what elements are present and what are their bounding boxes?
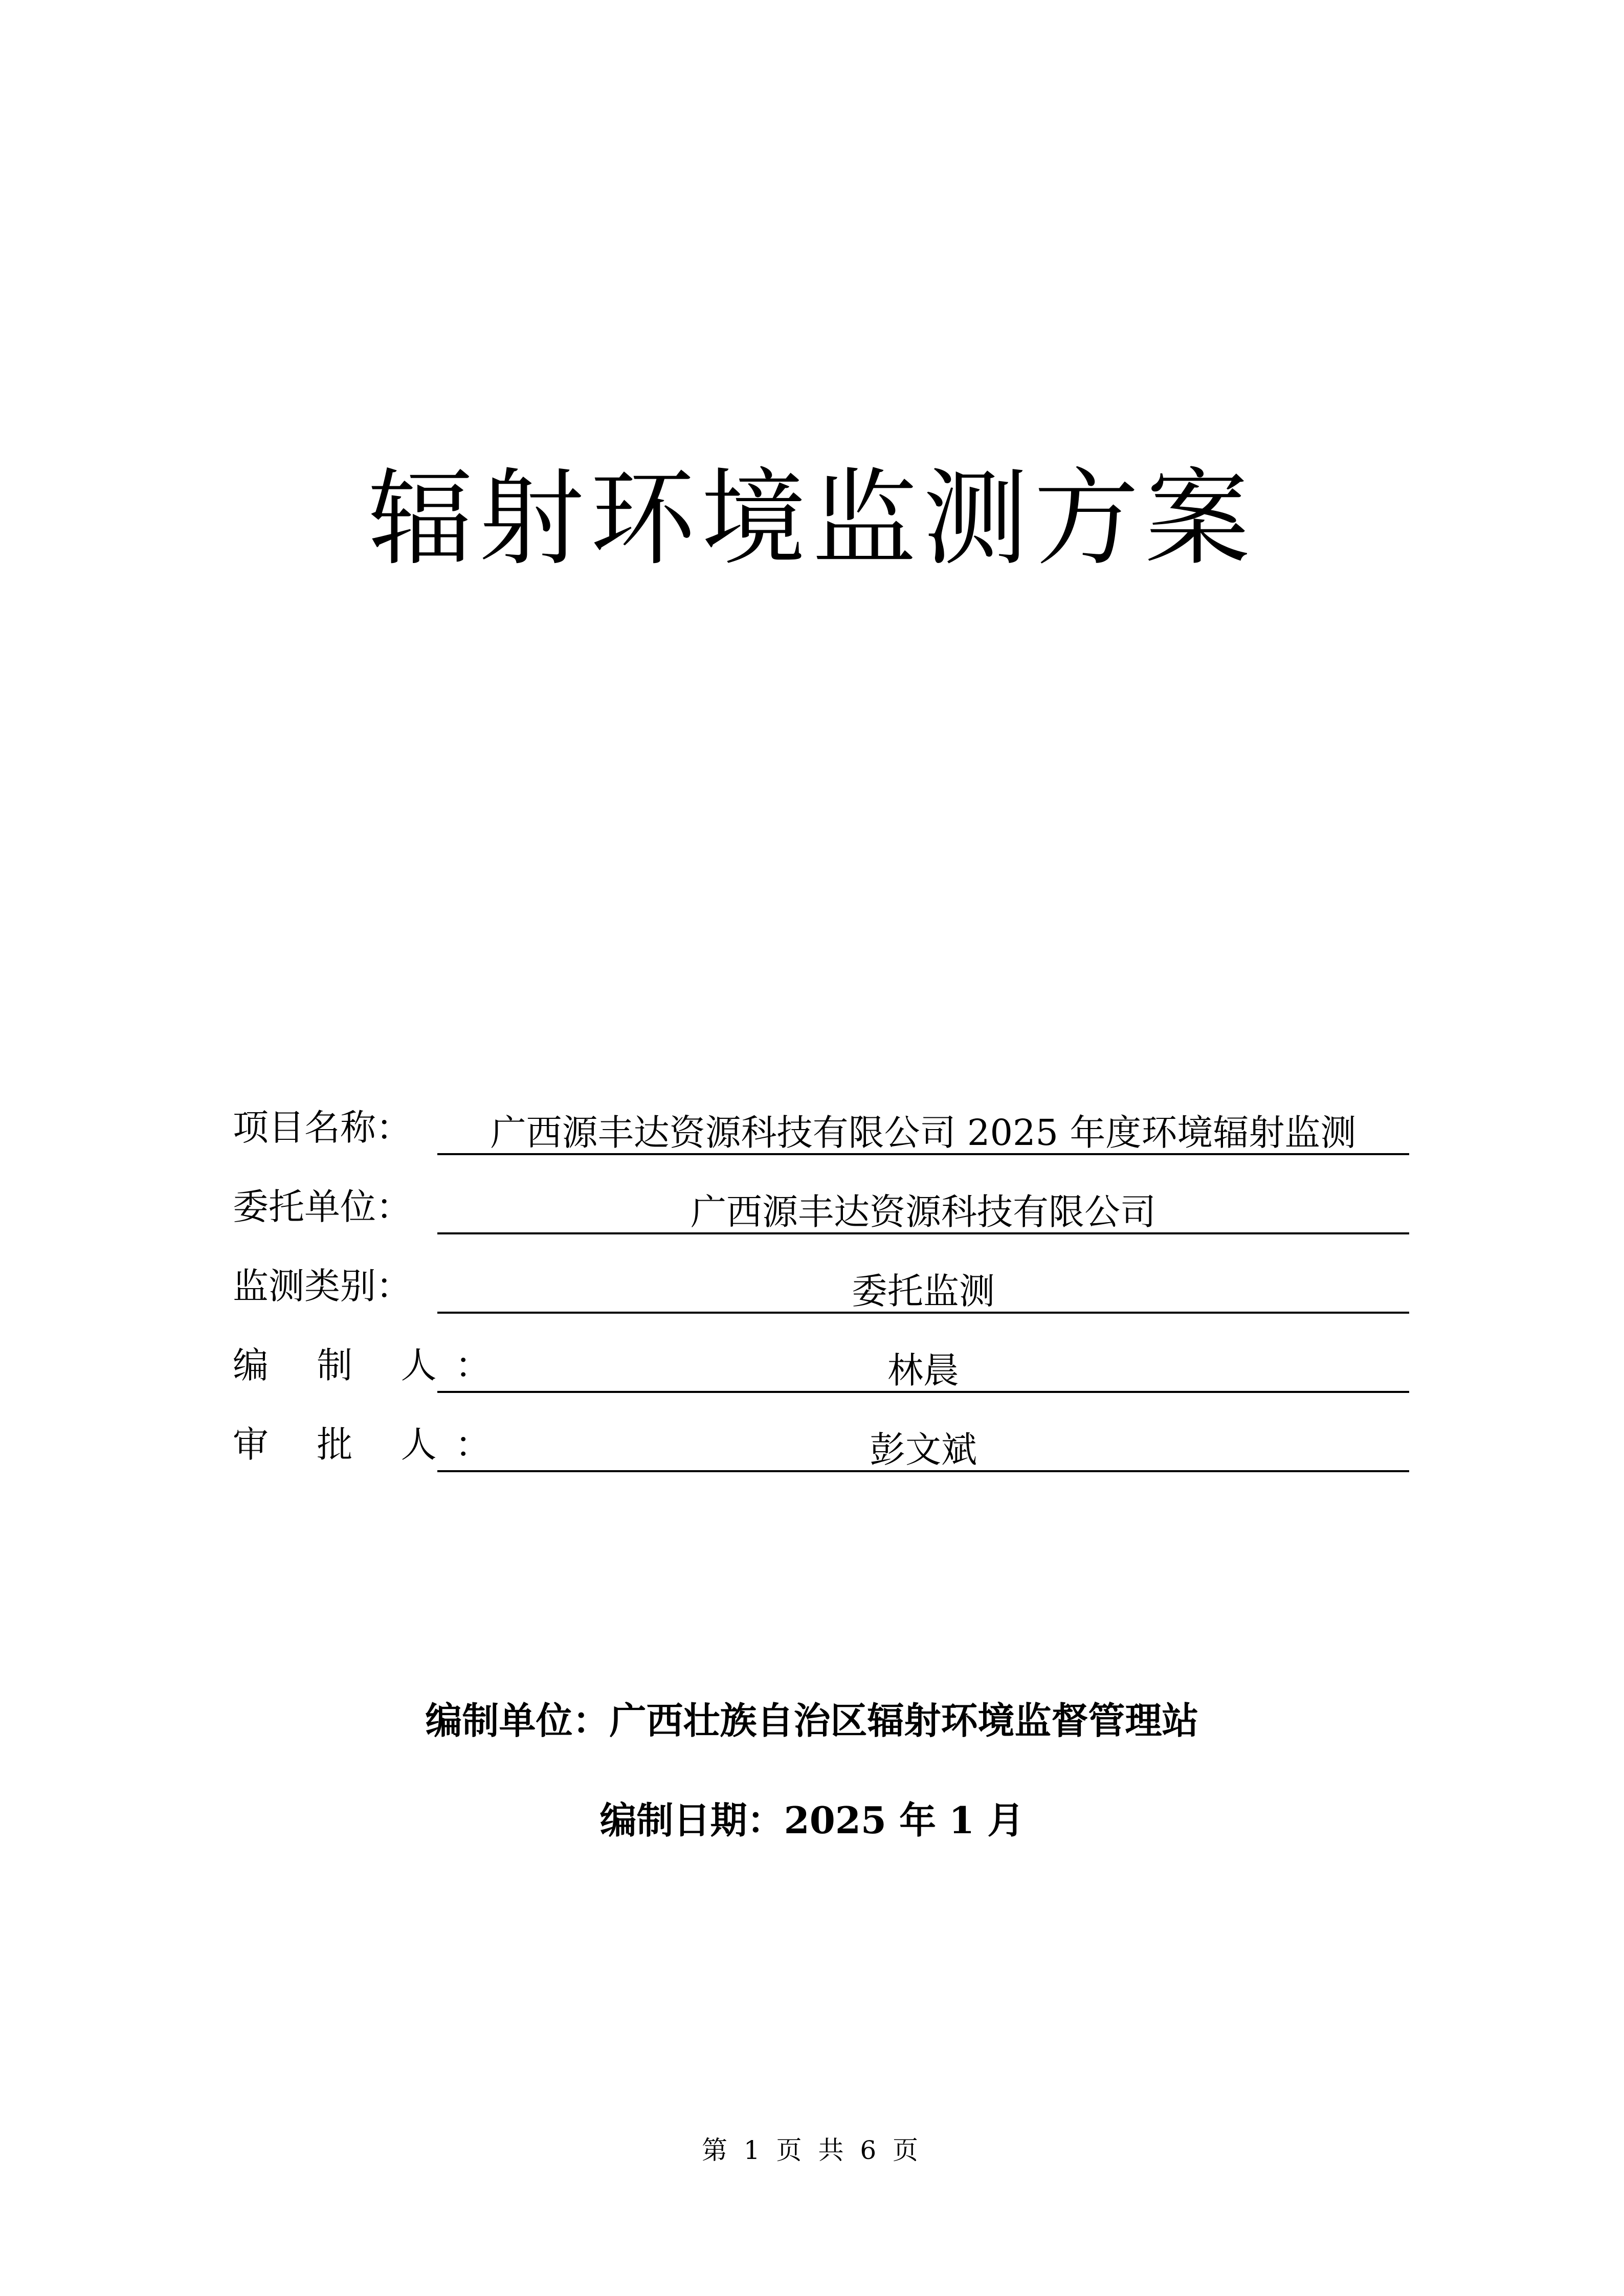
project-name-label: 项目名称：	[233, 1107, 412, 1149]
compiler-row	[233, 1337, 1409, 1393]
approver-label: 审 批 人：	[233, 1424, 509, 1466]
client-unit-value: 广西源丰达资源科技有限公司	[437, 1179, 1409, 1234]
project-name-value: 广西源丰达资源科技有限公司 2025 年度环境辐射监测	[437, 1099, 1409, 1155]
project-name-row	[233, 1099, 1409, 1156]
client-unit-row	[233, 1179, 1409, 1235]
monitoring-type-value: 委托监测	[437, 1258, 1409, 1314]
approver-value: 彭文斌	[437, 1416, 1409, 1472]
client-unit-label: 委托单位：	[233, 1186, 412, 1228]
monitoring-type-label: 监测类别：	[233, 1265, 412, 1307]
compiler-label: 编 制 人：	[233, 1344, 509, 1386]
approver-row	[233, 1416, 1409, 1473]
compiling-date: 编制日期：2025 年 1 月	[599, 1798, 1025, 1842]
compiler-value: 林晨	[437, 1337, 1409, 1393]
monitoring-type-row	[233, 1258, 1409, 1314]
document-title: 辐射环境监测方案	[368, 458, 1256, 580]
page-number: 第 1 页 共 6 页	[701, 2135, 923, 2165]
compiling-unit: 编制单位：广西壮族自治区辐射环境监督管理站	[425, 1699, 1199, 1742]
